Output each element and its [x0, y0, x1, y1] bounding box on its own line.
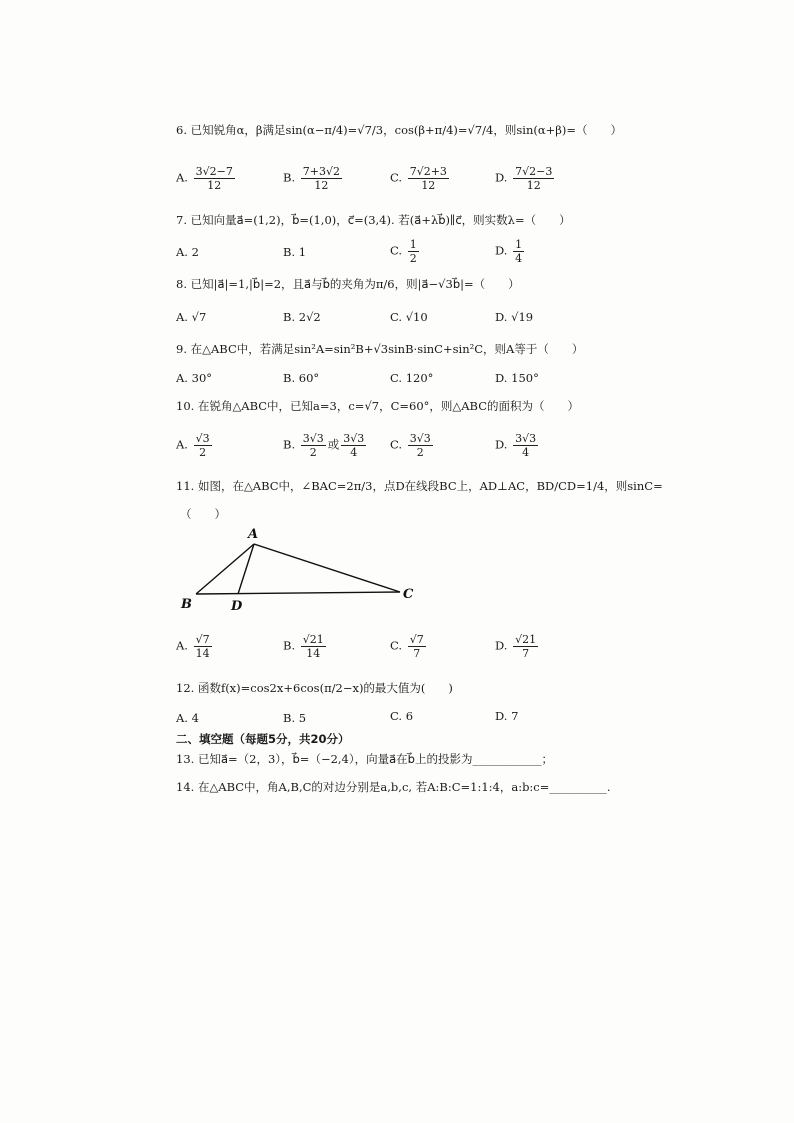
- side-bc: [196, 592, 400, 594]
- q6-option-a: A. $\frac{3√2-7}{12}$: [176, 165, 233, 192]
- side-ac: [254, 544, 400, 592]
- q9-option-d: D. 150°: [495, 371, 539, 385]
- q12-option-a: A. 4: [176, 711, 199, 725]
- q11-option-a: A. $\frac{√7}{14}$: [176, 633, 210, 660]
- question-11-bracket: （ ）: [180, 507, 226, 521]
- q10-option-d: D. $\frac{3√3}{4}$: [495, 432, 537, 459]
- q9-option-c: C. 120°: [390, 371, 434, 385]
- q12-option-d: D. 7: [495, 709, 519, 723]
- q7-option-b: B. 1: [283, 245, 307, 259]
- q11-option-b: B. $\frac{√21}{14}$: [283, 633, 324, 660]
- vertex-a-label: A: [248, 527, 259, 542]
- q11-option-c: C. $\frac{√7}{7}$: [390, 633, 424, 660]
- question-8-stem: 8. 已知|a⃗|=1,|b⃗|=2，且a⃗与b⃗的夹角为π/6，则|a⃗−√3b⃗|=（ ）: [176, 277, 520, 291]
- vertex-b-label: B: [181, 597, 192, 612]
- q9-option-b: B. 60°: [283, 371, 320, 385]
- q12-option-b: B. 5: [283, 711, 307, 725]
- q8-option-a: A. √7: [176, 310, 207, 324]
- q9-option-a: A. 30°: [176, 371, 213, 385]
- question-13: 13. 已知a⃗=（2，3），b⃗=（−2,4），向量a⃗在b⃗上的投影为____________；: [176, 752, 553, 766]
- vertex-c-label: C: [403, 587, 414, 602]
- q7-option-c: C. $\frac{1}{2}$: [390, 238, 417, 265]
- question-14: 14. 在△ABC中，角A,B,C的对边分别是a,b,c, 若A:B:C=1:1:4，a:b:c=__________.: [176, 780, 611, 794]
- question-11-stem: 11. 如图，在△ABC中，∠BAC=2π/3，点D在线段BC上，AD⊥AC，BD/CD=1/4，则sinC=: [176, 479, 663, 493]
- q7-option-d: D. $\frac{1}{4}$: [495, 238, 523, 265]
- section-2-heading: 二、填空题（每题5分，共20分）: [176, 732, 350, 746]
- q8-option-c: C. √10: [390, 310, 428, 324]
- q7-option-a: A. 2: [176, 245, 199, 259]
- q6-option-d: D. $\frac{7√2-3}{12}$: [495, 165, 553, 192]
- question-9-stem: 9. 在△ABC中，若满足sin²A=sin²B+√3sinB·sinC+sin²C，则A等于（ ）: [176, 342, 584, 356]
- q6-option-c: C. $\frac{7√2+3}{12}$: [390, 165, 447, 192]
- q8-option-d: D. √19: [495, 310, 534, 324]
- q6-option-b: B. $\frac{7+3√2}{12}$: [283, 165, 340, 192]
- question-10-stem: 10. 在锐角△ABC中，已知a=3，c=√7，C=60°，则△ABC的面积为（ ）: [176, 399, 580, 413]
- point-d-label: D: [231, 599, 243, 614]
- triangle-abc-figure: [178, 522, 428, 614]
- question-6-stem: 6. 已知锐角α，β满足sin(α−π/4)=√7/3，cos(β+π/4)=√7/4，则sin(α+β)=（ ）: [176, 123, 623, 137]
- q10-option-a: A. $\frac{√3}{2}$: [176, 432, 210, 459]
- q12-option-c: C. 6: [390, 709, 414, 723]
- q8-option-b: B. 2√2: [283, 310, 321, 324]
- question-7-stem: 7. 已知向量a⃗=(1,2)，b⃗=(1,0)，c⃗=(3,4). 若(a⃗+λb⃗)∥c⃗，则实数λ=（ ）: [176, 213, 571, 227]
- question-12-stem: 12. 函数f(x)=cos2x+6cos(π/2−x)的最大值为( ): [176, 681, 453, 695]
- q10-option-b: B. $\frac{3√3}{2}$ 或 $\frac{3√3}{4}$: [283, 432, 365, 459]
- q10-option-c: C. $\frac{3√3}{2}$: [390, 432, 431, 459]
- q11-option-d: D. $\frac{√21}{7}$: [495, 633, 537, 660]
